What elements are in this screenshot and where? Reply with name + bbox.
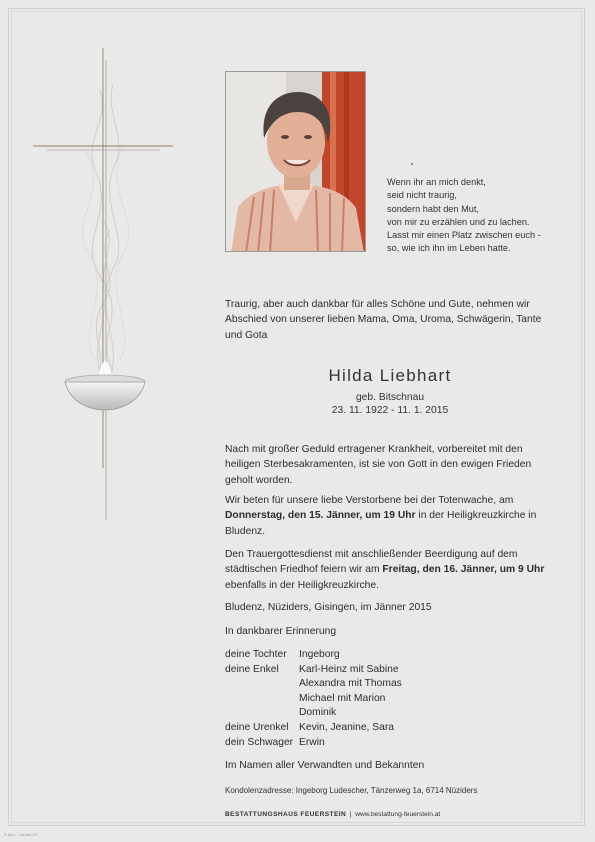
- poem-line: Lasst mir einen Platz zwischen euch -: [387, 230, 541, 241]
- family-relation: deine Urenkel: [225, 721, 289, 733]
- poem-dot: [411, 163, 413, 165]
- poem: [387, 176, 567, 256]
- life-dates: 23. 11. 1922 - 11. 1. 2015: [331, 405, 449, 416]
- family-row: [225, 736, 402, 751]
- poem-line: Wenn ihr an mich denkt,: [387, 177, 486, 187]
- funeral-text-end: ebenfalls in der Heiligkreuzkirche.: [225, 579, 379, 591]
- funeral-text-start: Den Trauergottesdienst mit anschließender Beerdigung auf dem städtischen Friedhof feiern wir am: [225, 549, 518, 576]
- family-list: [225, 648, 402, 750]
- family-relation: deine Tochter: [225, 649, 287, 660]
- funeral-home-name: BESTATTUNGSHAUS FEUERSTEIN: [225, 811, 347, 818]
- place-date: Bludenz, Nüziders, Gisingen, im Jänner 2015: [225, 602, 432, 613]
- illness-paragraph: Nach mit großer Geduld ertragener Krankheit, vorbereitet mit den heiligen Sterbesakramenten, ist sie von Gott in den ewigen Frieden geholt worden.: [225, 444, 532, 486]
- cross-with-bowl-illustration: [25, 40, 185, 530]
- funeral-paragraph: [225, 547, 560, 593]
- deceased-name: Hilda Liebhart: [328, 366, 452, 385]
- family-members: Erwin: [299, 736, 325, 748]
- family-row: [225, 721, 402, 736]
- wake-text-start: Wir beten für unsere liebe Verstorbene bei der Totenwache, am: [225, 495, 514, 506]
- funeral-date: Freitag, den 16. Jänner, um 9 Uhr: [382, 564, 545, 576]
- family-relation: [225, 677, 299, 692]
- print-mark: © by t. · Jomes 1.5: [4, 832, 38, 837]
- family-members: Dominik: [299, 707, 337, 719]
- family-relation: deine Enkel: [225, 663, 279, 675]
- maiden-name: geb. Bitschnau: [355, 392, 425, 403]
- poem-line: so, wie ich ihn im Leben hatte.: [387, 243, 511, 254]
- family-members: Ingeborg: [299, 649, 340, 660]
- family-members: Alexandra mit Thomas: [299, 678, 402, 690]
- portrait-photo: [225, 71, 366, 252]
- poem-line: seid nicht traurig,: [387, 190, 457, 201]
- condolence-address: Kondolenzadresse: Ingeborg Ludescher, Tänzerweg 1a, 6714 Nüziders: [225, 786, 478, 795]
- wake-text-end: in der Heiligkreuzkirche in Bludenz.: [225, 510, 537, 537]
- family-relation: [225, 692, 299, 707]
- wake-date: Donnerstag, den 15. Jänner, um 19 Uhr: [225, 510, 416, 522]
- closing-line: Im Namen aller Verwandten und Bekannten: [225, 760, 425, 771]
- poem-line: sondern habt den Mut,: [387, 203, 479, 214]
- poem-line: von mir zu erzählen und zu lachen.: [387, 216, 530, 227]
- family-row: [225, 692, 402, 707]
- family-relation: [225, 706, 299, 721]
- family-members: Michael mit Marion: [299, 692, 386, 704]
- family-row: [225, 677, 402, 692]
- intro-text: Traurig, aber auch dankbar für alles Schöne und Gute, nehmen wir Abschied von unserer lieben Mama, Oma, Uroma, Schwägerin, Tante und Gota: [225, 299, 542, 341]
- family-row: [225, 663, 402, 678]
- family-relation: dein Schwager: [225, 736, 294, 748]
- funeral-home-website[interactable]: www.bestattung-feuerstein.at: [355, 811, 441, 818]
- family-members: Kevin, Jeanine, Sara: [299, 721, 395, 733]
- family-row: [225, 648, 402, 663]
- family-row: [225, 706, 402, 721]
- footer: [225, 811, 440, 818]
- footer-separator: |: [349, 811, 352, 818]
- family-members: Karl-Heinz mit Sabine: [299, 663, 399, 675]
- wake-paragraph: [225, 493, 560, 539]
- memory-line: In dankbarer Erinnerung: [225, 626, 337, 637]
